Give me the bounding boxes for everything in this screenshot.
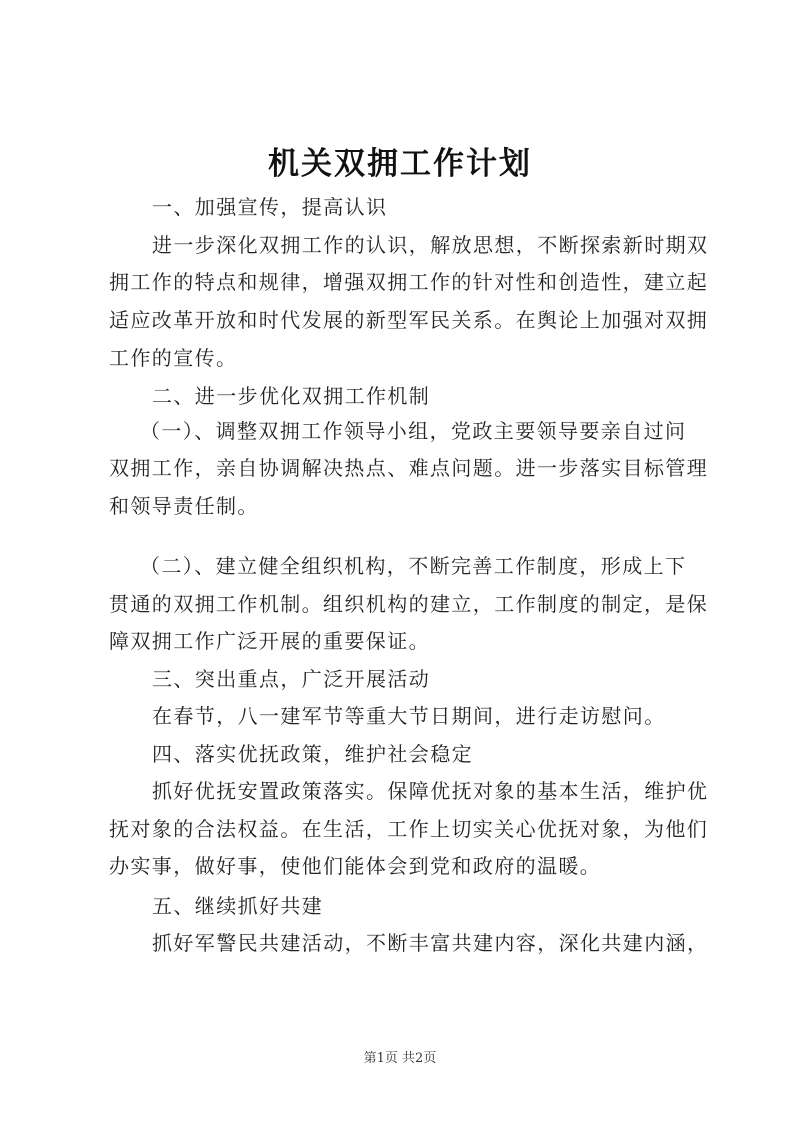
paragraph-line: 在春节，八一建军节等重大节日期间，进行走访慰问。 — [152, 704, 666, 728]
paragraph-line: 抓好军警民共建活动，不断丰富共建内容，深化共建内涵， — [152, 931, 709, 955]
section-heading-2: 二、进一步优化双拥工作机制 — [152, 384, 431, 408]
paragraph-line: 抚对象的合法权益。在生活，工作上切实关心优抚对象，为他们 — [109, 817, 709, 841]
paragraph-line: 抓好优抚安置政策落实。保障优抚对象的基本生活，维护优 — [152, 779, 709, 803]
paragraph-line: 进一步深化双拥工作的认识，解放思想，不断探索新时期双 — [152, 233, 709, 257]
paragraph-line: （一）、调整双拥工作领导小组，党政主要领导要亲自过问 — [140, 419, 687, 443]
paragraph-line: 贯通的双拥工作机制。组织机构的建立，工作制度的制定，是保 — [109, 592, 709, 616]
page-title: 机关双拥工作计划 — [268, 146, 532, 182]
paragraph-line: 办实事，做好事，使他们能体会到党和政府的温暖。 — [109, 854, 602, 878]
paragraph-line: 双拥工作，亲自协调解决热点、难点问题。进一步落实目标管理 — [109, 456, 709, 480]
section-heading-3: 三、突出重点，广泛开展活动 — [152, 667, 431, 691]
page-footer: 第1页 共2页 — [363, 1051, 437, 1066]
paragraph-line: 障双拥工作广泛开展的重要保证。 — [109, 629, 430, 653]
section-heading-1: 一、加强宣传，提高认识 — [152, 195, 388, 219]
paragraph-line: 工作的宣传。 — [109, 346, 238, 370]
paragraph-line: 适应改革开放和时代发展的新型军民关系。在舆论上加强对双拥 — [109, 308, 709, 332]
paragraph-line: 和领导责任制。 — [109, 494, 259, 518]
paragraph-line: （二）、建立健全组织机构，不断完善工作制度，形成上下 — [140, 554, 687, 578]
section-heading-4: 四、落实优抚政策，维护社会稳定 — [152, 742, 473, 766]
section-heading-5: 五、继续抓好共建 — [152, 894, 324, 918]
paragraph-line: 拥工作的特点和规律，增强双拥工作的针对性和创造性，建立起 — [109, 270, 709, 294]
